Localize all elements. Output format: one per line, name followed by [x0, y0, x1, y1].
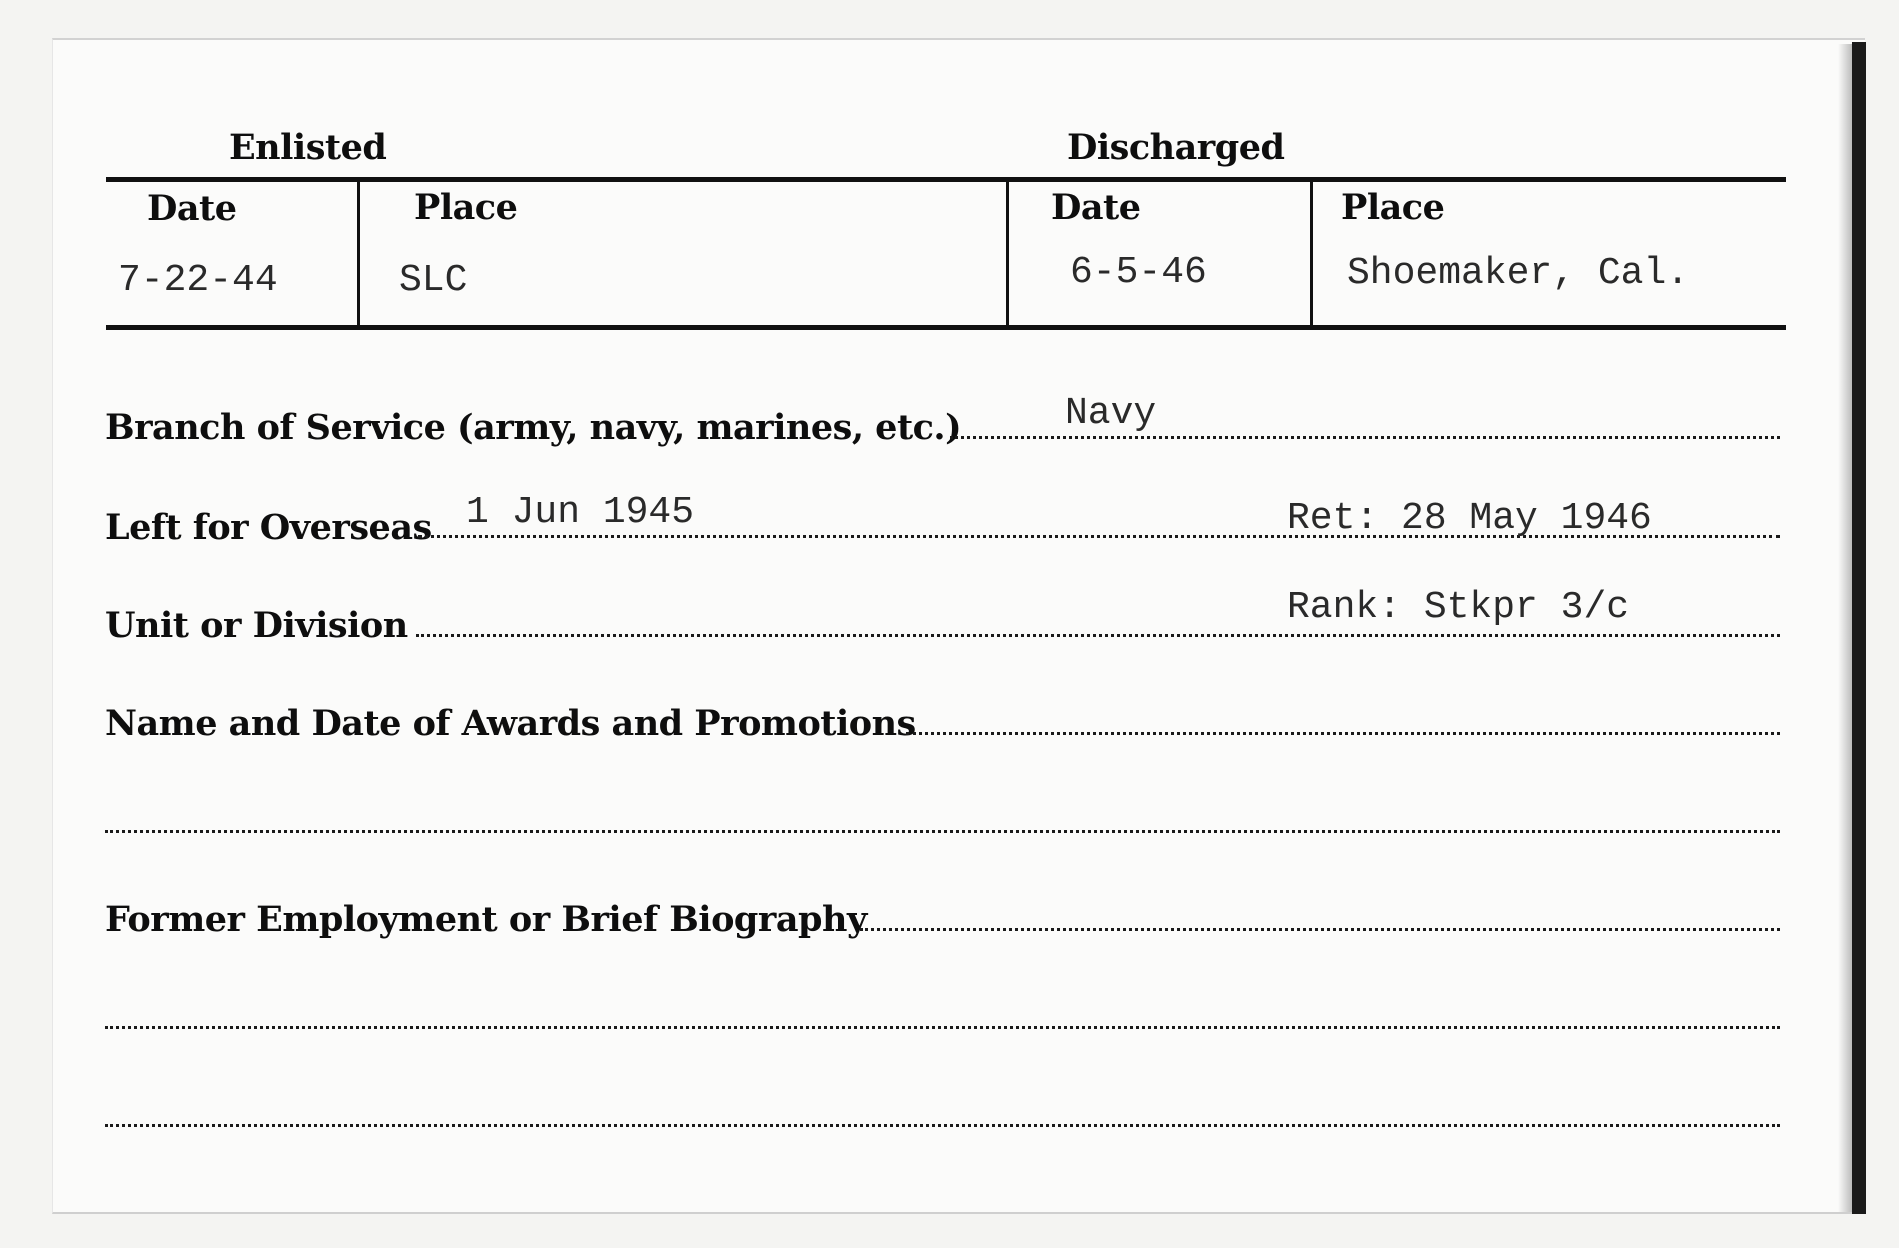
card-shadow: [1838, 44, 1852, 1212]
awards-label: Name and Date of Awards and Promotions: [105, 703, 916, 744]
awards-dotted-line-2: [105, 830, 1780, 833]
branch-value: Navy: [1065, 392, 1157, 435]
overseas-value: 1 Jun 1945: [466, 491, 695, 534]
branch-dotted-line: [950, 436, 1780, 439]
enlisted-date-value: 7-22-44: [118, 259, 278, 302]
employment-label: Former Employment or Brief Biography: [105, 899, 867, 940]
awards-dotted-line: [906, 732, 1780, 735]
unit-dotted-line: [416, 634, 1780, 637]
unit-label: Unit or Division: [105, 605, 408, 646]
employment-dotted-line-2: [105, 1026, 1780, 1029]
employment-dotted-line: [860, 928, 1780, 931]
discharged-date-value: 6-5-46: [1070, 251, 1207, 294]
enlisted-place-value: SLC: [399, 259, 468, 302]
employment-dotted-line-3: [105, 1124, 1780, 1127]
overseas-return: Ret: 28 May 1946: [1287, 497, 1652, 540]
table-divider-2: [1006, 180, 1009, 326]
discharged-date-header: Date: [1051, 187, 1141, 228]
table-divider-3: [1310, 180, 1313, 326]
discharged-place-header: Place: [1341, 187, 1445, 228]
unit-rank: Rank: Stkpr 3/c: [1287, 586, 1630, 629]
branch-label: Branch of Service (army, navy, marines, etc.): [105, 407, 962, 448]
discharged-header: Discharged: [1067, 127, 1285, 168]
enlisted-header: Enlisted: [229, 127, 387, 168]
enlisted-place-header: Place: [414, 187, 518, 228]
discharged-place-value: Shoemaker, Cal.: [1347, 252, 1690, 295]
overseas-label: Left for Overseas: [105, 507, 432, 548]
card-edge: [1852, 42, 1866, 1214]
table-divider-1: [357, 180, 360, 326]
enlisted-date-header: Date: [147, 188, 237, 229]
